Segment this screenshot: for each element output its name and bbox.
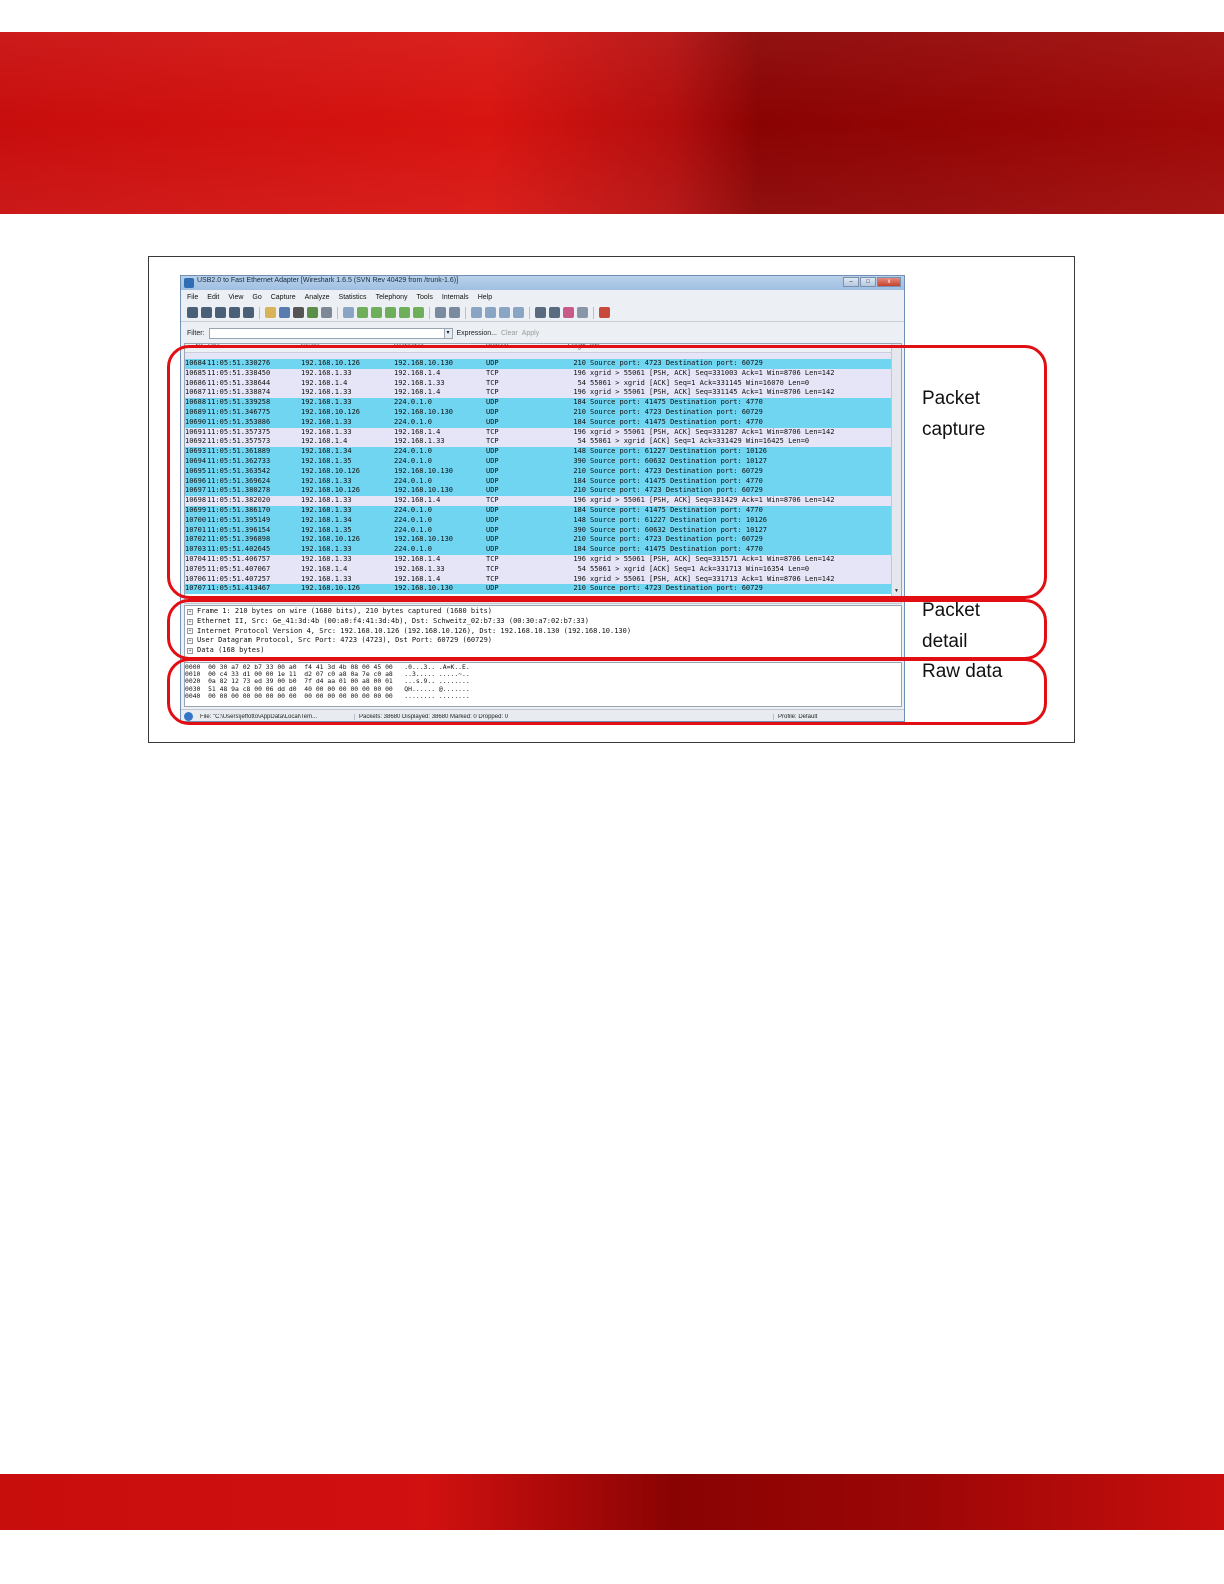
cell-time: 11:05:51.406757 xyxy=(207,554,271,563)
cell-no: 10689 xyxy=(185,407,207,416)
cell-info: Source port: 61227 Destination port: 10126 xyxy=(590,515,768,524)
toolbar-separator xyxy=(593,307,594,319)
cell-proto: UDP xyxy=(486,359,499,367)
cell-info: xgrid > 55061 [PSH, ACK] Seq=331145 Ack=1 Win=8706 Len=142 xyxy=(590,388,835,397)
cell-dst: 224.0.1.0 xyxy=(394,456,432,465)
bytes-row[interactable]: 0000 00 30 a7 02 b7 33 00 a0 f4 41 3d 4b 08 00 45 00 .0...3.. .A=K..E. xyxy=(185,663,470,671)
cell-no: 10706 xyxy=(185,574,207,583)
window-title: USB2.0 to Fast Ethernet Adapter [Wireshark 1.6.5 (SVN Rev 40429 from /trunk-1.6)] xyxy=(197,277,459,284)
cell-no: 10692 xyxy=(185,437,207,446)
window-controls xyxy=(843,277,901,288)
status-packets: Packets: 38680 Displayed: 38680 Marked: 0 Dropped: 0 xyxy=(355,714,774,720)
bottom-banner xyxy=(0,1474,1224,1530)
cell-info: xgrid > 55061 [PSH, ACK] Seq=331003 Ack=1 Win=8706 Len=142 xyxy=(590,368,835,377)
bytes-row[interactable]: 0030 51 48 9a c8 00 06 dd d0 40 00 00 00 00 00 00 00 QH...... @....... xyxy=(185,684,470,693)
cell-no: 10693 xyxy=(185,447,207,456)
menu-internals[interactable]: Internals xyxy=(441,293,469,301)
col-protocol[interactable]: Protocol xyxy=(486,344,509,350)
maximize-button[interactable]: □ xyxy=(860,277,876,287)
cell-info: xgrid > 55061 [PSH, ACK] Seq=331571 Ack=1 Win=8706 Len=142 xyxy=(590,554,835,563)
cell-proto: TCP xyxy=(486,564,499,573)
main-toolbar xyxy=(181,304,904,322)
cell-no: 10703 xyxy=(185,545,207,554)
cell-len: 196 xyxy=(573,574,586,583)
cell-no: 10701 xyxy=(185,525,207,534)
options-icon[interactable] xyxy=(201,307,212,318)
label-line: Packet xyxy=(922,388,981,409)
cell-proto: TCP xyxy=(486,378,499,387)
first-packet-icon[interactable] xyxy=(399,307,410,318)
cell-len: 184 xyxy=(573,505,586,514)
cell-proto: TCP xyxy=(486,554,499,563)
cell-len: 390 xyxy=(573,525,586,534)
cell-src: 192.168.1.4 xyxy=(301,437,348,446)
coloring-rules-icon[interactable] xyxy=(563,307,574,318)
cell-len: 210 xyxy=(573,466,586,475)
cell-time: 11:05:51.353886 xyxy=(207,417,271,426)
expand-icon[interactable]: + xyxy=(188,608,192,615)
label-line: Packet xyxy=(922,600,981,621)
cell-time: 11:05:51.362733 xyxy=(207,456,271,465)
cell-time: 11:05:51.363542 xyxy=(207,466,271,475)
normal-size-icon[interactable] xyxy=(499,307,510,318)
cell-info: xgrid > 55061 [PSH, ACK] Seq=331713 Ack=1 Win=8706 Len=142 xyxy=(590,574,835,583)
cell-proto: UDP xyxy=(486,447,499,456)
cell-proto: TCP xyxy=(486,496,499,505)
cell-no: 10697 xyxy=(185,486,207,495)
cell-no: 10685 xyxy=(185,368,207,377)
cell-dst: 224.0.1.0 xyxy=(394,398,432,407)
cell-no: 10688 xyxy=(185,398,207,407)
cell-dst: 224.0.1.0 xyxy=(394,515,432,524)
cell-info: 55061 > xgrid [ACK] Seq=1 Ack=331429 Win=16425 Len=0 xyxy=(590,437,810,446)
cell-time: 11:05:51.338450 xyxy=(207,368,271,377)
cell-no: 10695 xyxy=(185,466,207,475)
restart-capture-icon[interactable] xyxy=(243,307,254,318)
menu-go[interactable]: Go xyxy=(252,293,262,301)
col-info[interactable]: Info xyxy=(590,344,601,350)
cell-time: 11:05:51.339258 xyxy=(207,398,271,407)
colorize-icon[interactable] xyxy=(435,307,446,318)
cell-len: 210 xyxy=(573,407,586,416)
cell-info: Source port: 4723 Destination port: 60729 xyxy=(590,407,763,416)
cell-len: 196 xyxy=(573,496,586,505)
cell-proto: UDP xyxy=(486,584,499,593)
cell-no: 10686 xyxy=(185,378,207,387)
cell-src: 192.168.1.33 xyxy=(301,505,352,514)
cell-proto: TCP xyxy=(486,427,499,436)
status-profile[interactable]: Profile: Default xyxy=(778,713,818,720)
cell-src: 192.168.1.34 xyxy=(301,447,352,456)
cell-len: 210 xyxy=(573,359,586,367)
cell-dst: 192.168.1.4 xyxy=(394,496,441,505)
detail-text: Data (168 bytes) xyxy=(197,646,265,655)
expand-icon[interactable]: + xyxy=(188,648,192,655)
menu-bar xyxy=(181,291,904,303)
cell-src: 192.168.10.126 xyxy=(301,407,361,416)
expression-button[interactable]: Expression... xyxy=(456,329,497,337)
cell-no: 10707 xyxy=(185,584,207,593)
cell-src: 192.168.1.33 xyxy=(301,398,352,407)
save-icon[interactable] xyxy=(279,307,290,318)
label-line: capture xyxy=(922,419,986,440)
cell-time: 11:05:51.380278 xyxy=(207,486,271,495)
cell-proto: UDP xyxy=(486,476,499,485)
cell-time: 11:05:51.357375 xyxy=(207,427,271,436)
cell-src: 192.168.1.33 xyxy=(301,476,352,485)
cell-no: 10705 xyxy=(185,564,207,573)
top-banner xyxy=(0,32,1224,214)
cell-dst: 192.168.1.33 xyxy=(394,378,445,387)
callout-packet-capture xyxy=(167,345,1047,599)
cell-info: Source port: 4723 Destination port: 60729 xyxy=(590,584,763,593)
cell-time: 11:05:51.346775 xyxy=(207,407,271,416)
cell-len: 54 xyxy=(577,564,586,573)
cell-proto: UDP xyxy=(486,466,499,475)
cell-len: 148 xyxy=(573,515,586,524)
cell-proto: UDP xyxy=(486,486,499,495)
cell-len: 184 xyxy=(573,398,586,407)
autoscroll-icon[interactable] xyxy=(449,307,460,318)
cell-info: Source port: 41475 Destination port: 4770 xyxy=(590,398,763,407)
title-bar[interactable] xyxy=(181,276,904,290)
cell-dst: 192.168.1.33 xyxy=(394,437,445,446)
cell-dst: 192.168.10.130 xyxy=(394,466,454,475)
menu-help[interactable]: Help xyxy=(477,293,493,301)
detail-text: Internet Protocol Version 4, Src: 192.168.10.126 (192.168.10.126), Dst: 192.168.10.130 (192.168.10.130) xyxy=(197,626,632,635)
cell-time: 11:05:51.330276 xyxy=(207,359,271,367)
help-icon[interactable] xyxy=(599,307,610,318)
scroll-down-icon[interactable]: ▼ xyxy=(894,588,899,594)
toolbar-separator xyxy=(465,307,466,319)
label-packet-detail xyxy=(922,595,980,657)
cell-len: 210 xyxy=(573,486,586,495)
cell-no: 10687 xyxy=(185,388,207,397)
cell-info: xgrid > 55061 [PSH, ACK] Seq=331429 Ack=1 Win=8706 Len=142 xyxy=(590,496,835,505)
cell-dst: 192.168.1.4 xyxy=(394,427,441,436)
cell-dst: 224.0.1.0 xyxy=(394,476,432,485)
cell-info: Source port: 60632 Destination port: 10127 xyxy=(590,456,768,465)
menu-analyze[interactable]: Analyze xyxy=(304,293,330,301)
cell-src: 192.168.10.126 xyxy=(301,359,361,367)
bytes-row[interactable]: 0020 0a 82 12 73 ed 39 00 b0 7f d4 aa 01 00 a8 00 01 ...s.9.. ........ xyxy=(185,677,470,686)
close-button[interactable]: x xyxy=(877,277,901,287)
apply-button[interactable]: Apply xyxy=(521,329,540,337)
cell-src: 192.168.10.126 xyxy=(301,535,361,544)
cell-no: 10694 xyxy=(185,456,207,465)
cell-src: 192.168.1.33 xyxy=(301,368,352,377)
cell-len: 54 xyxy=(577,437,586,446)
menu-view[interactable]: View xyxy=(228,293,244,301)
cell-proto: UDP xyxy=(486,515,499,524)
menu-telephony[interactable]: Telephony xyxy=(375,293,408,301)
cell-proto: TCP xyxy=(486,437,499,446)
cell-len: 184 xyxy=(573,545,586,554)
menu-file[interactable]: File xyxy=(187,293,199,301)
callout-raw-data xyxy=(167,658,1047,725)
forward-icon[interactable] xyxy=(371,307,382,318)
cell-info: Source port: 61227 Destination port: 10126 xyxy=(590,447,768,456)
cell-src: 192.168.1.33 xyxy=(301,554,352,563)
close-file-icon[interactable] xyxy=(293,307,304,318)
cell-time: 11:05:51.407257 xyxy=(207,574,271,583)
cell-info: Source port: 41475 Destination port: 4770 xyxy=(590,505,763,514)
detail-text: Frame 1: 210 bytes on wire (1680 bits), 210 bytes captured (1680 bits) xyxy=(197,607,493,615)
cell-dst: 192.168.1.4 xyxy=(394,388,441,397)
cell-len: 184 xyxy=(573,417,586,426)
cell-dst: 224.0.1.0 xyxy=(394,505,432,514)
cell-src: 192.168.1.4 xyxy=(301,378,348,387)
col-destination[interactable]: Destination xyxy=(394,344,425,350)
cell-proto: TCP xyxy=(486,574,499,583)
toolbar-separator xyxy=(529,307,530,319)
cell-time: 11:05:51.402645 xyxy=(207,545,271,554)
menu-tools[interactable]: Tools xyxy=(416,293,433,301)
cell-src: 192.168.1.33 xyxy=(301,496,352,505)
col-source[interactable]: Source xyxy=(301,344,321,350)
cell-no: 10691 xyxy=(185,427,207,436)
cell-info: Source port: 4723 Destination port: 60729 xyxy=(590,535,763,544)
cell-dst: 224.0.1.0 xyxy=(394,447,432,456)
cell-dst: 192.168.1.4 xyxy=(394,554,441,563)
cell-time: 11:05:51.396154 xyxy=(207,525,271,534)
zoom-out-icon[interactable] xyxy=(485,307,496,318)
cell-src: 192.168.1.33 xyxy=(301,388,352,397)
toolbar-separator xyxy=(429,307,430,319)
detail-text: Ethernet II, Src: Ge_41:3d:4b (00:a0:f4:41:3d:4b), Dst: Schweitz_02:b7:33 (00:30:a7:02:b7:33) xyxy=(197,616,589,625)
cell-no: 10702 xyxy=(185,535,207,544)
capture-filters-icon[interactable] xyxy=(535,307,546,318)
col-length[interactable]: Length xyxy=(567,344,586,350)
cell-len: 210 xyxy=(573,584,586,593)
label-raw-data: Raw data xyxy=(922,661,1003,682)
back-icon[interactable] xyxy=(357,307,368,318)
cell-info: Source port: 41475 Destination port: 4770 xyxy=(590,545,763,554)
cell-info: Source port: 60632 Destination port: 10127 xyxy=(590,525,768,534)
cell-time: 11:05:51.382020 xyxy=(207,496,271,505)
cell-src: 192.168.1.4 xyxy=(301,564,348,573)
cell-time: 11:05:51.386170 xyxy=(207,505,271,514)
cell-len: 54 xyxy=(577,378,586,387)
cell-time: 11:05:51.357573 xyxy=(207,437,271,446)
label-packet-capture xyxy=(922,383,985,445)
menu-edit[interactable]: Edit xyxy=(207,293,220,301)
display-filters-icon[interactable] xyxy=(549,307,560,318)
cell-info: Source port: 4723 Destination port: 60729 xyxy=(590,486,763,495)
cell-dst: 192.168.1.33 xyxy=(394,564,445,573)
cell-time: 11:05:51.338644 xyxy=(207,378,271,387)
cell-info: Source port: 4723 Destination port: 60729 xyxy=(590,466,763,475)
toolbar-separator xyxy=(337,307,338,319)
cell-src: 192.168.1.33 xyxy=(301,545,352,554)
label-line: detail xyxy=(922,631,968,652)
cell-time: 11:05:51.338874 xyxy=(207,388,271,397)
bytes-row[interactable]: 0010 00 c4 33 d1 00 00 1e 11 d2 07 c0 a8 0a 7e c0 a8 ..3..... .....~.. xyxy=(185,670,470,679)
cell-src: 192.168.1.35 xyxy=(301,525,352,534)
col-time[interactable]: Time xyxy=(207,344,221,350)
cell-dst: 192.168.10.130 xyxy=(394,359,454,367)
zoom-in-icon[interactable] xyxy=(471,307,482,318)
cell-dst: 192.168.1.4 xyxy=(394,368,441,377)
cell-src: 192.168.1.33 xyxy=(301,417,352,426)
cell-proto: TCP xyxy=(486,388,499,397)
expand-icon[interactable]: + xyxy=(188,628,192,635)
cell-src: 192.168.1.35 xyxy=(301,456,352,465)
cell-src: 192.168.10.126 xyxy=(301,584,361,593)
cell-dst: 224.0.1.0 xyxy=(394,417,432,426)
last-packet-icon[interactable] xyxy=(413,307,424,318)
cell-len: 148 xyxy=(573,447,586,456)
cell-src: 192.168.10.126 xyxy=(301,466,361,475)
cell-dst: 224.0.1.0 xyxy=(394,545,432,554)
cell-proto: UDP xyxy=(486,535,499,544)
cell-info: Source port: 41475 Destination port: 4770 xyxy=(590,417,763,426)
cell-len: 196 xyxy=(573,368,586,377)
cell-proto: UDP xyxy=(486,398,499,407)
expand-icon[interactable]: + xyxy=(188,618,192,625)
detail-text: User Datagram Protocol, Src Port: 4723 (4723), Dst Port: 60729 (60729) xyxy=(197,636,493,645)
cell-no: 10704 xyxy=(185,554,207,563)
cell-len: 196 xyxy=(573,388,586,397)
open-icon[interactable] xyxy=(265,307,276,318)
cell-time: 11:05:51.361889 xyxy=(207,447,271,456)
resize-columns-icon[interactable] xyxy=(513,307,524,318)
cell-no: 10684 xyxy=(185,359,207,367)
callout-packet-detail xyxy=(167,599,1047,660)
wireshark-app-icon xyxy=(184,278,194,288)
cell-dst: 192.168.1.4 xyxy=(394,574,441,583)
cell-src: 192.168.1.33 xyxy=(301,427,352,436)
cell-dst: 192.168.10.130 xyxy=(394,486,454,495)
cell-info: xgrid > 55061 [PSH, ACK] Seq=331287 Ack=1 Win=8706 Len=142 xyxy=(590,427,835,436)
minimize-button[interactable]: – xyxy=(843,277,859,287)
cell-dst: 192.168.10.130 xyxy=(394,584,454,593)
filter-dropdown[interactable]: ▾ xyxy=(444,328,453,339)
cell-src: 192.168.10.126 xyxy=(301,486,361,495)
cell-dst: 192.168.10.130 xyxy=(394,407,454,416)
preferences-icon[interactable] xyxy=(577,307,588,318)
cell-len: 210 xyxy=(573,535,586,544)
cell-proto: UDP xyxy=(486,525,499,534)
cell-time: 11:05:51.396898 xyxy=(207,535,271,544)
stop-capture-icon[interactable] xyxy=(229,307,240,318)
print-icon[interactable] xyxy=(321,307,332,318)
interfaces-icon[interactable] xyxy=(187,307,198,318)
cell-time: 11:05:51.413467 xyxy=(207,584,271,593)
cell-len: 196 xyxy=(573,554,586,563)
cell-info: Source port: 4723 Destination port: 60729 xyxy=(590,359,763,367)
cell-info: 55061 > xgrid [ACK] Seq=1 Ack=331713 Win=16354 Len=0 xyxy=(590,564,810,573)
cell-time: 11:05:51.407067 xyxy=(207,564,271,573)
cell-no: 10698 xyxy=(185,496,207,505)
cell-no: 10690 xyxy=(185,417,207,426)
col-no[interactable]: No. xyxy=(195,344,205,350)
cell-no: 10699 xyxy=(185,505,207,514)
menu-statistics[interactable]: Statistics xyxy=(338,293,367,301)
cell-len: 196 xyxy=(573,427,586,436)
cell-proto: UDP xyxy=(486,407,499,416)
cell-src: 192.168.1.33 xyxy=(301,574,352,583)
filter-label: Filter: xyxy=(187,329,205,337)
cell-dst: 224.0.1.0 xyxy=(394,525,432,534)
cell-time: 11:05:51.395149 xyxy=(207,515,271,524)
cell-src: 192.168.1.34 xyxy=(301,515,352,524)
menu-capture[interactable]: Capture xyxy=(270,293,296,301)
filter-input[interactable] xyxy=(209,328,445,339)
cell-proto: UDP xyxy=(486,545,499,554)
cell-proto: TCP xyxy=(486,368,499,377)
bytes-row[interactable]: 0040 00 00 00 00 00 00 00 00 00 00 00 00 00 00 00 00 ........ ........ xyxy=(185,691,470,700)
cell-proto: UDP xyxy=(486,417,499,426)
expand-icon[interactable]: + xyxy=(188,638,192,645)
clear-button[interactable]: Clear xyxy=(500,329,518,337)
goto-icon[interactable] xyxy=(385,307,396,318)
start-capture-icon[interactable] xyxy=(215,307,226,318)
cell-dst: 192.168.10.130 xyxy=(394,535,454,544)
cell-len: 390 xyxy=(573,456,586,465)
toolbar-separator xyxy=(259,307,260,319)
cell-proto: UDP xyxy=(486,505,499,514)
cell-info: 55061 > xgrid [ACK] Seq=1 Ack=331145 Win=16070 Len=0 xyxy=(590,378,810,387)
status-file: File: "C:\Users\jeffotto\AppData\Local\Tem... xyxy=(196,714,355,720)
filter-bar xyxy=(181,325,904,341)
cell-info: Source port: 41475 Destination port: 4770 xyxy=(590,476,763,485)
cell-no: 10700 xyxy=(185,515,207,524)
cell-time: 11:05:51.369624 xyxy=(207,476,271,485)
reload-icon[interactable] xyxy=(307,307,318,318)
cell-no: 10696 xyxy=(185,476,207,485)
cell-proto: UDP xyxy=(486,456,499,465)
cell-len: 184 xyxy=(573,476,586,485)
find-icon[interactable] xyxy=(343,307,354,318)
